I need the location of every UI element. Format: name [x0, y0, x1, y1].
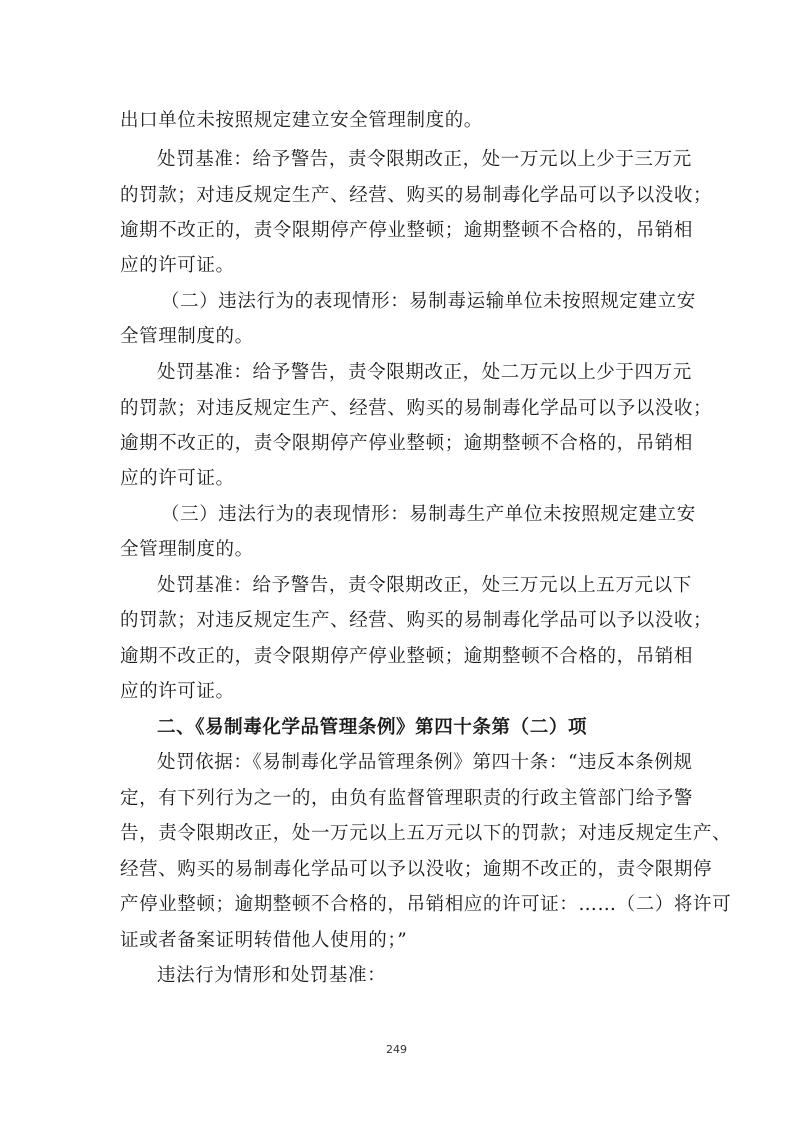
text-line: 逾期不改正的，责令限期停产停业整顿；逾期整顿不合格的，吊销相: [120, 433, 694, 454]
text-line: 的罚款；对违反规定生产、经营、购买的易制毒化学品可以予以没收；: [120, 185, 713, 206]
text-line: 定，有下列行为之一的，由负有监督管理职责的行政主管部门给予警: [120, 788, 694, 809]
text-line: 告，责令限期改正，处一万元以上五万元以下的罚款；对违反规定生产、: [120, 823, 732, 844]
text-line: 处罚依据：《易制毒化学品管理条例》第四十条：“违反本条例规: [157, 752, 693, 773]
text-line: 应的许可证。: [120, 468, 235, 489]
text-line: 全管理制度的。: [120, 326, 254, 347]
text-line: 全管理制度的。: [120, 539, 254, 560]
text-line: 应的许可证。: [120, 681, 235, 702]
text-line: 的罚款；对违反规定生产、经营、购买的易制毒化学品可以予以没收；: [120, 610, 713, 631]
section-heading: 二、《易制毒化学品管理条例》第四十条第（二）项: [157, 717, 588, 738]
text-line: （二）违法行为的表现情形：易制毒运输单位未按照规定建立安: [161, 291, 696, 312]
text-line: （三）违法行为的表现情形：易制毒生产单位未按照规定建立安: [161, 504, 696, 525]
text-line: 应的许可证。: [120, 255, 235, 276]
text-line: 处罚基准：给予警告，责令限期改正，处三万元以上五万元以下: [157, 575, 692, 596]
text-line: 违法行为情形和处罚基准：: [157, 965, 387, 986]
text-line: 产停业整顿；逾期整顿不合格的，吊销相应的许可证：……（二）将许可: [120, 894, 732, 915]
text-line: 经营、购买的易制毒化学品可以予以没收；逾期不改正的，责令限期停: [120, 859, 713, 880]
page-number: 249: [386, 1043, 407, 1056]
text-line: 处罚基准：给予警告，责令限期改正，处二万元以上少于四万元: [157, 362, 692, 383]
text-line: 处罚基准：给予警告，责令限期改正，处一万元以上少于三万元: [157, 149, 692, 170]
text-line: 的罚款；对违反规定生产、经营、购买的易制毒化学品可以予以没收；: [120, 398, 713, 419]
text-line: 逾期不改正的，责令限期停产停业整顿；逾期整顿不合格的，吊销相: [120, 646, 694, 667]
text-line: 出口单位未按照规定建立安全管理制度的。: [120, 110, 483, 131]
text-line: 证或者备案证明转借他人使用的；”: [120, 930, 408, 951]
text-line: 逾期不改正的，责令限期停产停业整顿；逾期整顿不合格的，吊销相: [120, 220, 694, 241]
